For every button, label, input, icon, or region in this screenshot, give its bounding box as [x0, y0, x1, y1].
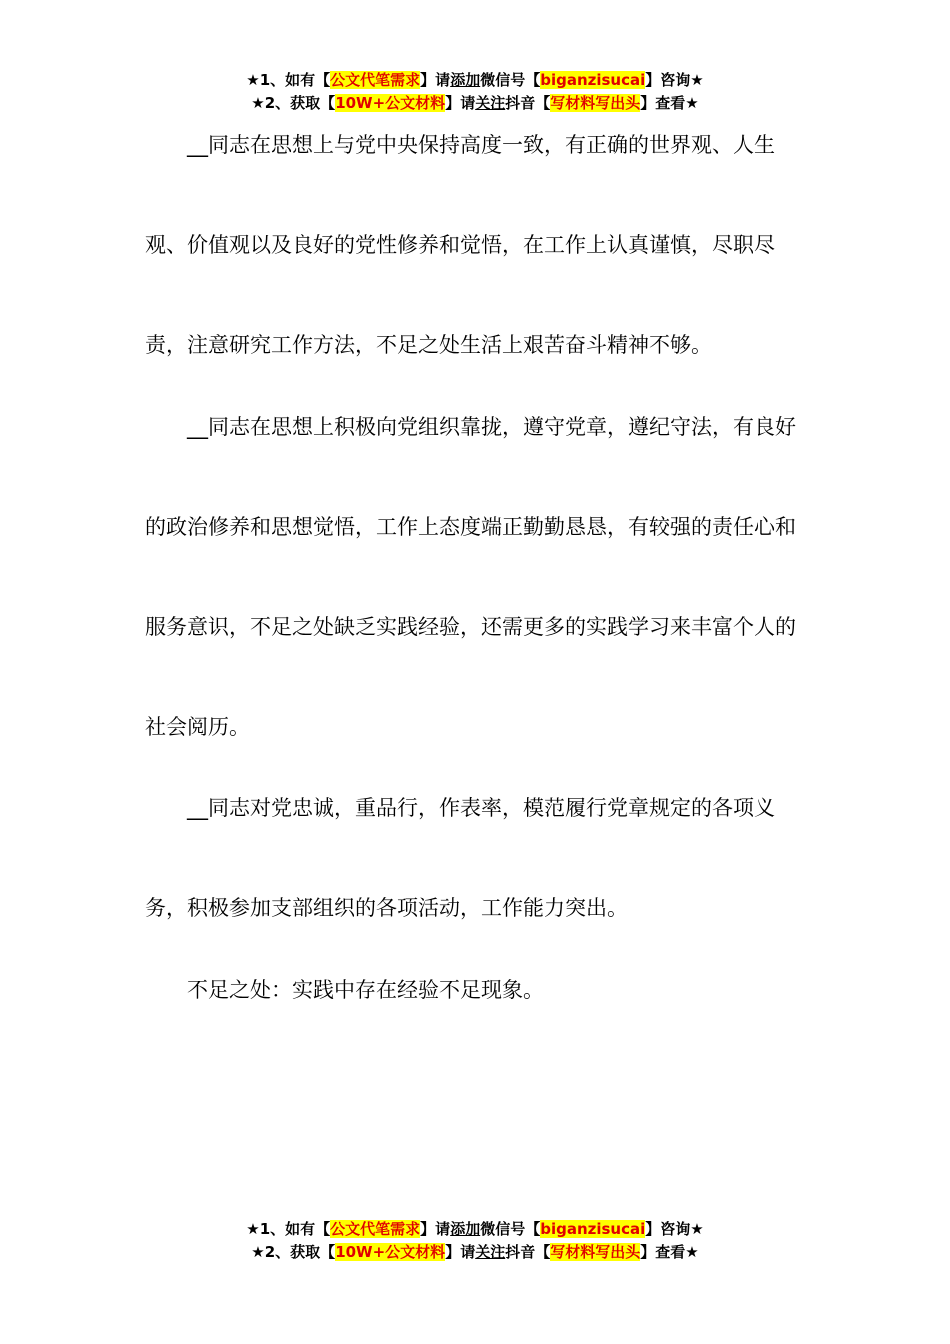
banner-text: ★2、获取【	[251, 1243, 336, 1261]
banner-text: ★1、如有【	[246, 71, 331, 89]
paragraph-3: __同志对党忠诚，重品行，作表率，模范履行党章规定的各项义务，积极参加支部组织的各项活动，工作能力突出。	[145, 796, 775, 920]
footer-banner	[0, 1218, 950, 1264]
banner-text: ★1、如有【	[246, 1220, 331, 1238]
banner-line-1	[0, 1218, 950, 1241]
banner-text: 抖音【	[505, 94, 551, 112]
banner-underlined: 添加	[450, 71, 481, 89]
banner-text: 】请	[445, 1243, 476, 1261]
banner-highlight: biganzisucai	[540, 71, 646, 89]
banner-text: 】请	[420, 71, 451, 89]
banner-text: 】查看★	[640, 1243, 699, 1261]
banner-text: ★2、获取【	[251, 94, 336, 112]
paragraph-4: 不足之处：实践中存在经验不足现象。	[187, 978, 544, 1002]
banner-underlined: 关注	[475, 94, 506, 112]
banner-highlight: 10W+公文材料	[335, 94, 446, 112]
banner-text: 微信号【	[480, 1220, 541, 1238]
banner-highlight: 10W+公文材料	[335, 1243, 446, 1261]
banner-highlight: 公文代笔需求	[330, 1220, 421, 1238]
banner-line-2	[0, 1241, 950, 1264]
banner-highlight: biganzisucai	[540, 1220, 646, 1238]
banner-text: 】请	[445, 94, 476, 112]
banner-line-1	[0, 69, 950, 92]
banner-text: 】咨询★	[645, 71, 704, 89]
banner-text: 】查看★	[640, 94, 699, 112]
paragraph-1: __同志在思想上与党中央保持高度一致，有正确的世界观、人生观、价值观以及良好的党性修养和觉悟，在工作上认真谨慎，尽职尽责，注意研究工作方法，不足之处生活上艰苦奋斗精神不够。	[145, 133, 775, 357]
banner-underlined: 添加	[450, 1220, 481, 1238]
banner-text: 微信号【	[480, 71, 541, 89]
paragraph-2: __同志在思想上积极向党组织靠拢，遵守党章，遵纪守法，有良好的政治修养和思想觉悟，工作上态度端正勤勤恳恳，有较强的责任心和服务意识，不足之处缺乏实践经验，还需更多的实践学习来丰富个人的社会阅历。	[145, 415, 796, 739]
banner-highlight: 写材料写出头	[550, 94, 641, 112]
banner-text: 】请	[420, 1220, 451, 1238]
banner-text: 】咨询★	[645, 1220, 704, 1238]
banner-highlight: 写材料写出头	[550, 1243, 641, 1261]
banner-highlight: 公文代笔需求	[330, 71, 421, 89]
banner-underlined: 关注	[475, 1243, 506, 1261]
banner-text: 抖音【	[505, 1243, 551, 1261]
